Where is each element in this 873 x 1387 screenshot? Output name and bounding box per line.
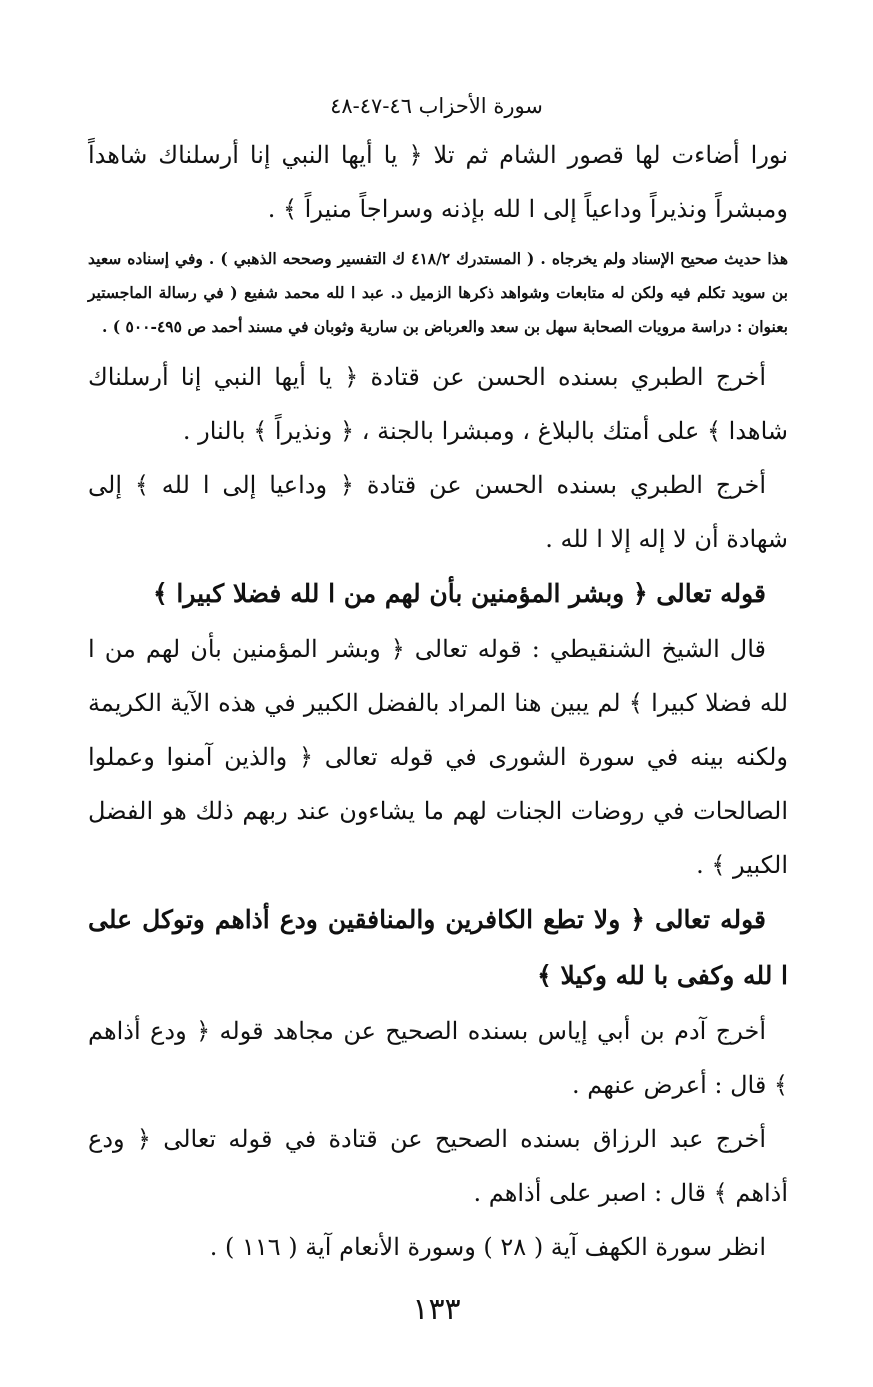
running-header: سورة الأحزاب ٤٦-٤٧-٤٨ — [330, 94, 543, 118]
section-heading: قوله تعالى ﴿ ولا تطع الكافرين والمنافقين ودع أذاهم وتوكل على ا لله وكفى با لله وكيلا ﴾ — [88, 905, 788, 990]
section-heading: قوله تعالى ﴿ وبشر المؤمنين بأن لهم من ا لله فضلا كبيرا ﴾ — [153, 579, 766, 608]
body-paragraph: أخرج الطبري بسنده الحسن عن قتادة ﴿ يا أيها النبي إنا أرسلناك شاهدا ﴾ على أمتك بالبلاغ ، ومبشرا بالجنة ، ﴿ ونذيراً ﴾ بالنار . — [88, 363, 788, 445]
page-body — [88, 128, 788, 1274]
body-paragraph: انظر سورة الكهف آية ( ٢٨ ) وسورة الأنعام آية ( ١١٦ ) . — [209, 1233, 766, 1261]
body-paragraph: أخرج آدم بن أبي إياس بسنده الصحيح عن مجاهد قوله ﴿ ودع أذاهم ﴾ قال : أعرض عنهم . — [88, 1017, 788, 1099]
page-number: ١٣٣ — [412, 1292, 461, 1327]
body-paragraph: نورا أضاءت لها قصور الشام ثم تلا ﴿ يا أيها النبي إنا أرسلناك شاهداً ومبشراً ونذيراً وداعياً إلى ا لله بإذنه وسراجاً منيراً ﴾ . — [88, 141, 788, 223]
footnote-paragraph: هذا حديث صحيح الإسناد ولم يخرجاه . ( المستدرك ٤١٨/٢ ك التفسير وصححه الذهبي ) . وفي إسناده سعيد بن سويد تكلم فيه ولكن له متابعات وشواهد ذكرها الزميل د. عبد ا لله محمد شفيع ( في رسالة الماجستير بعنوان : دراسة مرويات الصحابة سهل بن سعد والعرباض بن سارية وثوبان في مسند أحمد ص ٤٩٥-٥٠٠ ) . — [88, 249, 788, 336]
body-paragraph: أخرج عبد الرزاق بسنده الصحيح عن قتادة في قوله تعالى ﴿ ودع أذاهم ﴾ قال : اصبر على أذاهم . — [88, 1125, 788, 1207]
body-paragraph: أخرج الطبري بسنده الحسن عن قتادة ﴿ وداعيا إلى ا لله ﴾ إلى شهادة أن لا إله إلا ا لله . — [88, 471, 788, 553]
body-paragraph: قال الشيخ الشنقيطي : قوله تعالى ﴿ وبشر المؤمنين بأن لهم من ا لله فضلا كبيرا ﴾ لم يبين هنا المراد بالفضل الكبير في هذه الآية الكريمة ولكنه بينه في سورة الشورى في قوله تعالى ﴿ والذين آمنوا وعملوا الصالحات في روضات الجنات لهم ما يشاءون عند ربهم ذلك هو الفضل الكبير ﴾ . — [88, 635, 789, 879]
